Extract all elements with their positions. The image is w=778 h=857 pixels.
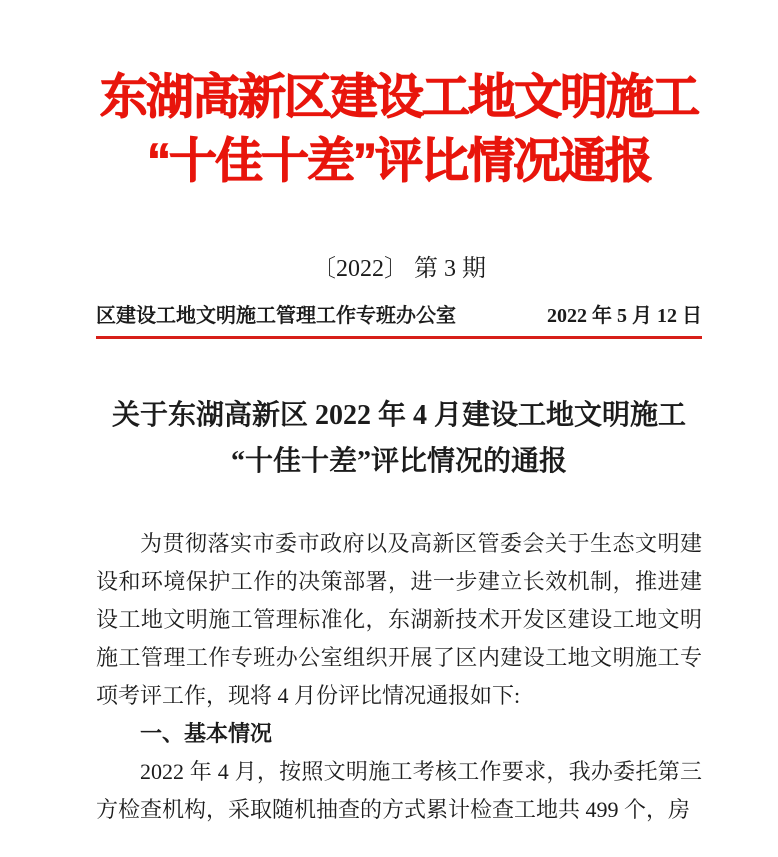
masthead-title: [96, 66, 702, 194]
office-date-row: [96, 302, 702, 330]
issuing-office: 区建设工地文明施工管理工作专班办公室: [96, 305, 456, 327]
document-main: [0, 393, 778, 829]
document-title: [96, 393, 702, 485]
paragraph-intro: 为贯彻落实市委市政府以及高新区管委会关于生态文明建设和环境保护工作的决策部署，进一步建立长效机制，推进建设工地文明施工管理标准化，东湖新技术开发区建设工地文明施工管理工作专班办公室组织开展了区内建设工地文明施工专项考评工作，现将 4 月份评比情况通报如下:: [96, 531, 702, 708]
issue-date: 2022 年 5 月 12 日: [547, 305, 702, 327]
masthead: [0, 0, 778, 339]
red-divider-rule: [96, 336, 702, 339]
document-title-line-1: 关于东湖高新区 2022 年 4 月建设工地文明施工: [111, 400, 686, 431]
section-heading-basic-situation: 一、基本情况: [140, 721, 273, 746]
issue-number: 〔2022〕 第 3 期: [312, 256, 486, 282]
masthead-title-line-1: 东湖高新区建设工地文明施工: [99, 71, 698, 124]
document-title-line-2: “十佳十差”评比情况的通报: [230, 446, 567, 477]
paragraph-basic-situation: 2022 年 4 月，按照文明施工考核工作要求，我办委托第三方检查机构，采取随机抽查的方式累计检查工地共 499 个，房: [96, 759, 702, 822]
masthead-title-line-2: “十佳十差”评比情况通报: [146, 135, 651, 188]
